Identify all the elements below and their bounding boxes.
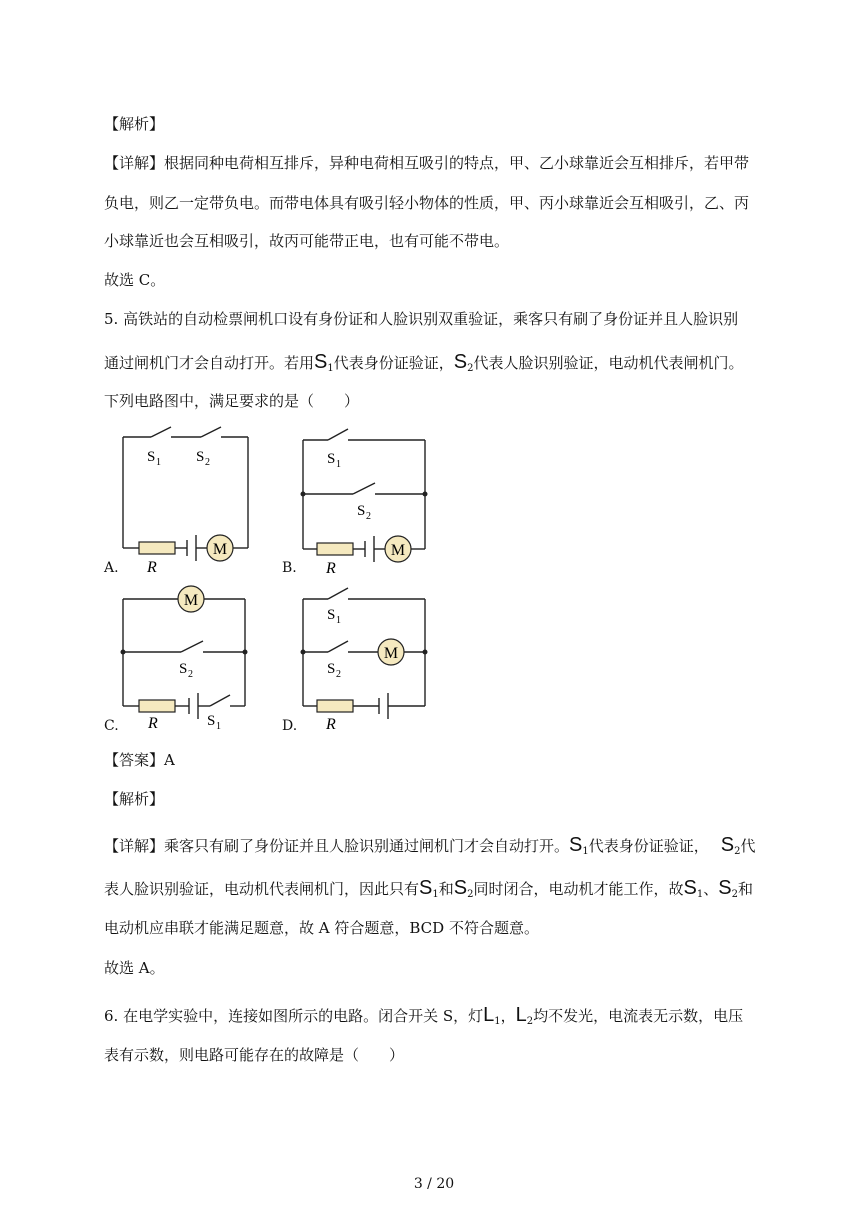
s1-label-c: S [207,713,216,729]
option-d-label: D. [282,718,298,734]
q5-text-a: 通过闸机门才会自动打开。若用 [104,354,315,372]
s1-sub-d: 1 [336,615,341,626]
detail-line-1: 【详解】根据同种电荷相互排斥，异种电荷相互吸引的特点，甲、乙小球靠近会互相排斥，若甲带 [104,154,750,172]
resistor-d [317,700,353,712]
circuit-diagram-a [115,425,260,576]
q5-detail-text-b: 代表身份证验证， [588,837,709,855]
detail-line-2: 负电，则乙一定带负电。而带电体具有吸引轻小物体的性质，甲、丙小球靠近会互相吸引，乙、丙 [104,194,750,212]
q5-detail-text-a: 【详解】乘客只有刷了身份证并且人脸识别通过闸机门才会自动打开。 [104,837,570,855]
s2-sub-4: 2 [731,889,738,900]
s1-sub-2: 1 [582,846,589,857]
s2-symbol-4: S [718,877,732,899]
q5-text-b: 代表身份证验证， [333,354,454,372]
s2-sub-b: 2 [366,511,371,522]
s2-sub: 2 [467,363,474,374]
q5-text-c: 代表人脸识别验证，电动机代表闸机门。 [473,354,744,372]
s1-sub-3: 1 [432,889,439,900]
s1-sub: 1 [327,363,334,374]
motor-label-a: M [212,541,228,558]
circuit-diagram-d [295,585,440,733]
s1-sub-c: 1 [216,721,221,732]
s2-sub-a: 2 [205,457,210,468]
s1-sub-b: 1 [336,459,341,470]
s1-label-d: S [327,607,336,623]
motor-label-d: M [383,645,399,662]
resistor-label-d: R [326,716,336,733]
s2-label-a: S [196,449,205,465]
s2-sub-3: 2 [467,889,474,900]
choice-line: 故选 C。 [104,271,166,289]
analysis-label-2: 【解析】 [104,790,165,808]
q5-line-2 [104,352,743,379]
s1-symbol-4: S [683,877,697,899]
q6-text-a: 6. 在电学实验中，连接如图所示的电路。闭合开关 S，灯 [104,1007,484,1025]
motor-label-c: M [183,592,199,609]
s1-symbol-2: S [569,834,583,856]
s2-sub-c: 2 [188,669,193,680]
q6-line-2: 表有示数，则电路可能存在的故障是（ ） [104,1046,405,1064]
resistor-label-b: R [326,560,336,577]
s2-label-c: S [179,661,188,677]
s2-symbol: S [453,351,468,373]
s1-sub-a: 1 [156,457,161,468]
s1-symbol: S [314,351,328,373]
q5-detail-line-2 [104,878,753,905]
s1-symbol-3: S [419,877,433,899]
s2-label-d: S [327,661,336,677]
q5-line-1: 5. 高铁站的自动检票闸机口设有身份证和人脸识别双重验证，乘客只有刷了身份证并且人脸识别 [104,310,739,328]
q6-text-b: ， [500,1007,516,1025]
q5-detail2-text-b: 和 [438,880,454,898]
l1-sub: 1 [494,1016,501,1027]
q5-detail-line-1 [104,835,755,862]
option-c-label: C. [104,718,119,734]
motor-label-b: M [390,542,406,559]
option-a-label: A. [104,560,119,576]
q5-detail2-text-a: 表人脸识别验证，电动机代表闸机门，因此只有 [104,880,420,898]
detail-line-3: 小球靠近也会互相吸引，故丙可能带正电，也有可能不带电。 [104,232,510,250]
s2-symbol-2: S [720,834,735,856]
s2-sub-2: 2 [734,846,741,857]
resistor-c [139,700,175,712]
resistor-b [317,543,353,555]
resistor-label-a: R [147,559,157,576]
q6-text-c: 均不发光，电流表无示数，电压 [533,1007,744,1025]
answer-line: 【答案】A [104,751,175,769]
analysis-label: 【解析】 [104,115,165,133]
q5-detail-line-3: 电动机应串联才能满足题意，故 A 符合题意，BCD 不符合题意。 [104,919,539,937]
page-number: 3 / 20 [413,1176,455,1192]
q6-line-1 [104,1005,743,1032]
l1-symbol: L [483,1004,495,1026]
resistor-a [139,542,175,554]
s1-label-a: S [147,449,156,465]
q5-detail-text-c: 代 [740,837,756,855]
s2-sub-d: 2 [336,669,341,680]
q5-detail2-text-e: 和 [737,880,753,898]
s1-sub-4: 1 [696,889,704,900]
circuit-diagram-b [295,425,440,577]
q5-detail2-text-c: 同时闭合，电动机才能工作，故 [473,880,684,898]
resistor-label-c: R [148,715,158,732]
s1-label-b: S [327,451,336,467]
circuit-diagram-c [115,585,260,730]
q5-line-3: 下列电路图中，满足要求的是（ ） [104,392,360,410]
s2-symbol-3: S [453,877,468,899]
l2-symbol: L [515,1004,527,1026]
q5-detail2-text-d: 、 [703,880,719,898]
s2-label-b: S [357,503,366,519]
option-b-label: B. [282,560,297,576]
l2-sub: 2 [526,1016,534,1027]
choice-line-2: 故选 A。 [104,959,165,977]
